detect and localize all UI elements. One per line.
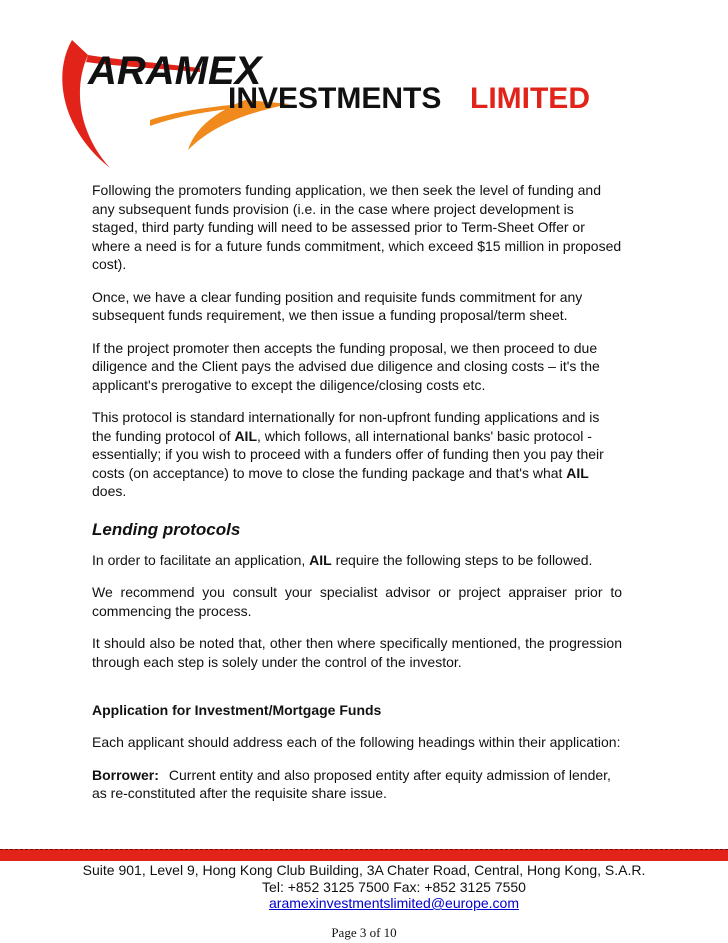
borrower-text: Current entity and also proposed entity after equity admission of lender, as re-constituted after the requisite share issue. xyxy=(92,766,611,801)
borrower-label: Borrower: xyxy=(92,766,159,783)
paragraph-recommend: We recommend you consult your specialist advisor or project appraiser prior to commencing the process. xyxy=(92,584,622,619)
paragraph-due-diligence: If the project promoter then accepts the funding proposal, we then proceed to due diligence and the Client pays the advised due diligence and closing costs – it's the applicant's prerogative to except the diligence/closing costs etc. xyxy=(92,339,600,393)
paragraph-progression: It should also be noted that, other then where specifically mentioned, the progression through each step is solely under the control of the investor. xyxy=(92,635,622,670)
footer-address: Suite 901, Level 9, Hong Kong Club Building, 3A Chater Road, Central, Hong Kong, S.A.R. xyxy=(82,862,646,878)
logo-text-aramex: ARAMEX xyxy=(88,49,262,93)
company-logo xyxy=(0,0,728,175)
footer-band xyxy=(0,849,728,861)
paragraph-borrower xyxy=(92,766,622,803)
ail-bold: AIL xyxy=(566,464,589,481)
footer-phone: Tel: +852 3125 7500 Fax: +852 3125 7550 xyxy=(262,879,526,895)
page-number: Page 3 of 10 xyxy=(331,925,397,940)
paragraph-protocol: This protocol is standard internationally for non-upfront funding applications and is the funding protocol of AIL, which follows, all international banks' basic protocol - essentially; if you wish to proceed with a funders offer of funding then you pay their costs (on acceptance) to move to close the funding package and that's what AIL does. xyxy=(92,409,604,499)
ail-bold: AIL xyxy=(309,551,332,568)
ail-bold: AIL xyxy=(234,427,257,444)
paragraph-funding-position: Once, we have a clear funding position and requisite funds commitment for any subsequent funds requirement, we then issue a funding proposal/term sheet. xyxy=(92,288,583,323)
logo-text-investments: INVESTMENTS xyxy=(228,82,442,115)
paragraph-funding-level: Following the promoters funding application, we then seek the level of funding and any subsequent funds provision (i.e. in the case where project development is staged, third party funding will need to be assessed prior to Term-Sheet Offer or where a need is for a future funds commitment, which exceed $15 million in proposed cost). xyxy=(92,182,622,272)
logo-text-limited: LIMITED xyxy=(470,82,590,115)
footer-email-link[interactable]: aramexinvestmentslimited@europe.com xyxy=(269,895,519,911)
heading-application: Application for Investment/Mortgage Funds xyxy=(92,702,382,718)
document-body xyxy=(92,181,622,817)
paragraph-facilitate: In order to facilitate an application, AIL require the following steps to be followed. xyxy=(92,551,593,568)
heading-lending-protocols: Lending protocols xyxy=(92,519,241,539)
paragraph-headings: Each applicant should address each of the following headings within their application: xyxy=(92,734,621,750)
